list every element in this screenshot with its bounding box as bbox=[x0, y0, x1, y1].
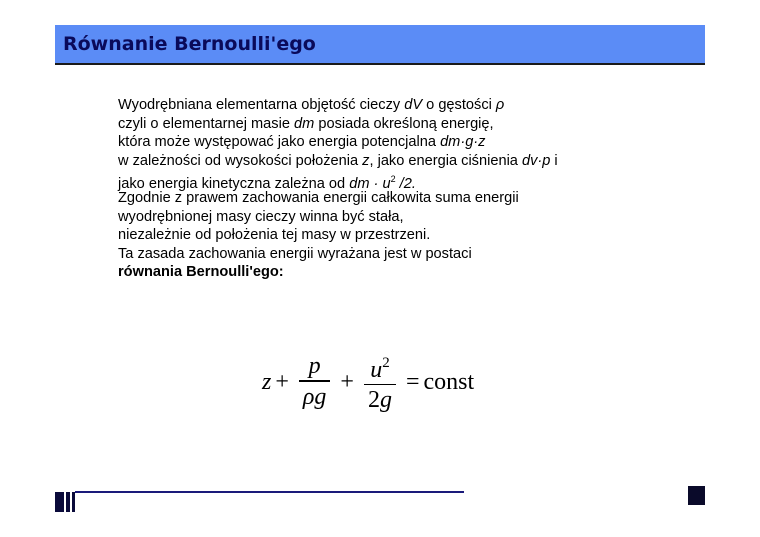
eq-rho: ρ bbox=[302, 383, 315, 410]
body-text bbox=[118, 96, 638, 282]
slide-title: Równanie Bernoulli'ego bbox=[63, 33, 316, 55]
symbol-dV: dV bbox=[404, 97, 423, 113]
eq-denominator bbox=[364, 385, 396, 415]
footer-bar bbox=[55, 492, 64, 512]
text-segment: i bbox=[550, 152, 558, 169]
eq-equals: = bbox=[405, 368, 420, 395]
eq-fraction-velocity bbox=[364, 349, 396, 415]
symbol-rho: ρ bbox=[495, 97, 505, 113]
title-underline bbox=[55, 63, 705, 65]
symbol-dmgz: dm·g·z bbox=[440, 134, 486, 151]
footer-bar bbox=[66, 492, 70, 512]
text-segment: posiada określoną energię, bbox=[314, 115, 494, 132]
text-line bbox=[118, 170, 638, 193]
footer-bar bbox=[72, 492, 75, 512]
footer-line bbox=[75, 491, 464, 493]
eq-superscript: 2 bbox=[382, 354, 390, 371]
text-segment: czyli o elementarnej masie bbox=[118, 115, 295, 132]
text-line: Zgodnie z prawem zachowania energii całkowita suma energii bbox=[118, 189, 519, 206]
text-line bbox=[118, 96, 638, 115]
eq-const: const bbox=[423, 368, 475, 395]
eq-u: u bbox=[370, 356, 383, 383]
symbol-dm: dm bbox=[294, 115, 315, 132]
eq-two: 2 bbox=[367, 387, 380, 414]
footer-square bbox=[688, 486, 705, 505]
bernoulli-equation bbox=[262, 344, 474, 420]
text-line bbox=[118, 152, 638, 171]
text-segment: w zależności od wysokości położenia bbox=[118, 152, 363, 169]
eq-plus: + bbox=[275, 368, 289, 395]
eq-g: g bbox=[379, 387, 392, 414]
eq-g: g bbox=[314, 383, 327, 410]
eq-z: z bbox=[262, 368, 272, 395]
eq-denominator bbox=[299, 382, 331, 412]
text-segment: o gęstości bbox=[422, 97, 496, 113]
eq-numerator-u2 bbox=[366, 349, 394, 384]
text-line: wyodrębnionej masy cieczy winna być stała, bbox=[118, 208, 404, 225]
text-line: niezależnie od położenia tej masy w przestrzeni. bbox=[118, 227, 431, 244]
text-segment: która może występować jako energia potencjalna bbox=[118, 134, 441, 151]
eq-fraction-pressure bbox=[299, 352, 331, 411]
symbol-dvp: dv·p bbox=[521, 152, 551, 169]
text-segment: jako energia kinetyczna zależna od bbox=[118, 176, 350, 193]
superscript: 2 bbox=[390, 174, 396, 185]
symbol-div2: /2. bbox=[395, 176, 416, 193]
text-segment: Wyodrębniana elementarna objętość cieczy bbox=[118, 97, 405, 113]
text-line bbox=[118, 115, 638, 134]
eq-plus: + bbox=[340, 368, 354, 395]
symbol-dmu: dm · u bbox=[349, 176, 391, 193]
eq-numerator-p: p bbox=[308, 353, 321, 380]
text-segment: , jako energia ciśnienia bbox=[369, 152, 522, 169]
text-line-bold: równania Bernoulli'ego: bbox=[118, 264, 284, 281]
text-line bbox=[118, 133, 638, 152]
symbol-z: z bbox=[362, 152, 370, 169]
text-line: Ta zasada zachowania energii wyrażana jest w postaci bbox=[118, 245, 472, 262]
